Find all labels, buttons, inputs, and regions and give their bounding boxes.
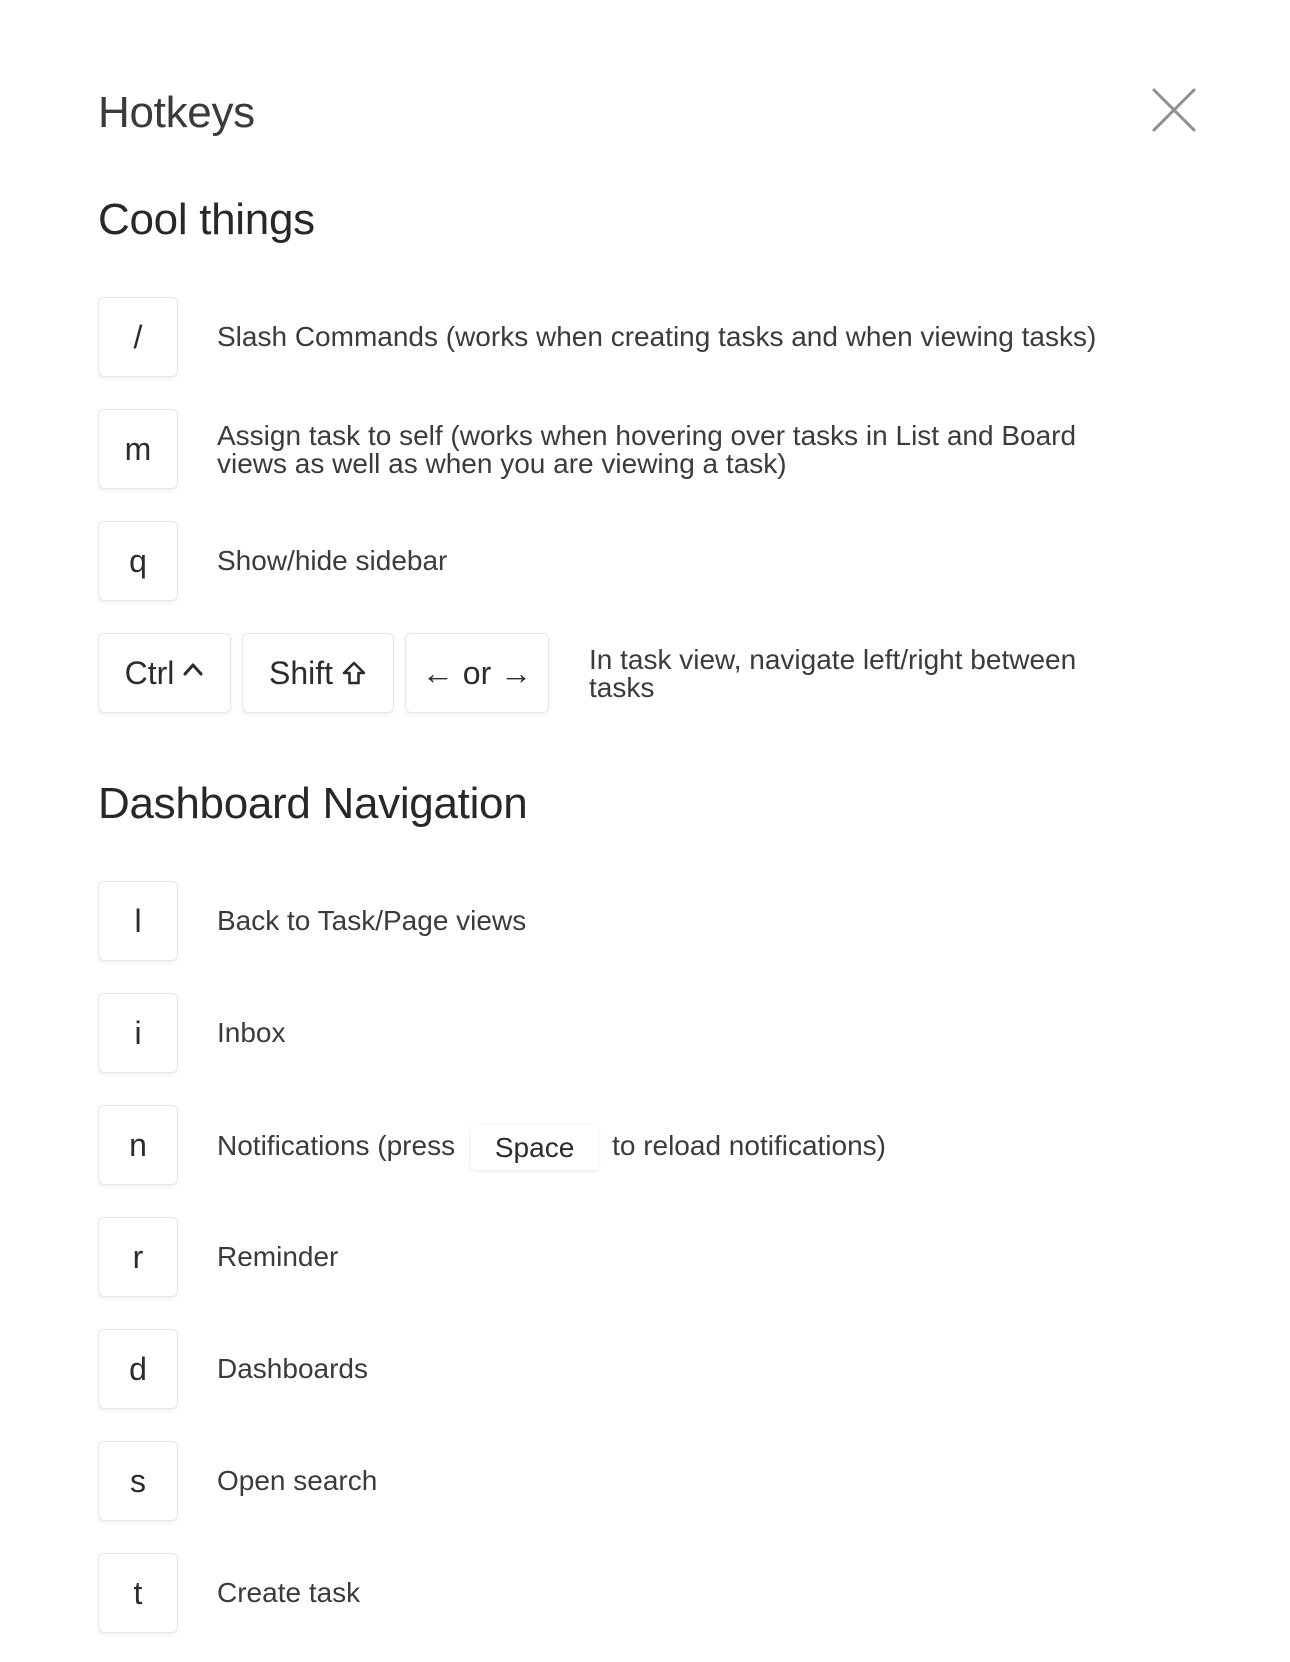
key-t: t xyxy=(98,1553,178,1633)
modal-title: Hotkeys xyxy=(98,88,255,137)
close-icon xyxy=(1152,88,1196,132)
hotkey-description-line2: views as well as when you are viewing a task) xyxy=(217,448,787,479)
description-before: Notifications (press xyxy=(217,1130,456,1161)
caret-up-icon xyxy=(182,661,204,677)
key-r: r xyxy=(98,1217,178,1297)
close-button[interactable] xyxy=(1150,86,1198,134)
inline-key-space: Space xyxy=(471,1126,598,1170)
hotkey-description: Reminder xyxy=(217,1241,339,1272)
hotkey-description: Show/hide sidebar xyxy=(217,545,448,576)
hotkey-description: Back to Task/Page views xyxy=(217,905,527,936)
section-title-cool-things: Cool things xyxy=(98,195,315,244)
hotkey-description: Inbox xyxy=(217,1017,286,1048)
hotkey-description xyxy=(217,1124,886,1170)
hotkey-description: Dashboards xyxy=(217,1353,368,1384)
key-arrows: ← or → xyxy=(405,633,549,713)
key-s: s xyxy=(98,1441,178,1521)
key-l: l xyxy=(98,881,178,961)
key-n: n xyxy=(98,1105,178,1185)
section-title-dashboard-navigation: Dashboard Navigation xyxy=(98,779,528,828)
key-ctrl xyxy=(98,633,231,713)
key-slash: / xyxy=(98,297,178,377)
shift-arrow-icon xyxy=(341,660,367,686)
description-after: to reload notifications) xyxy=(612,1130,886,1161)
key-i: i xyxy=(98,993,178,1073)
hotkey-description-line1: Assign task to self (works when hovering over tasks in List and Board xyxy=(217,420,1077,451)
key-m: m xyxy=(98,409,178,489)
hotkey-description: Slash Commands (works when creating tasks and when viewing tasks) xyxy=(217,321,1097,352)
hotkey-description: Create task xyxy=(217,1577,361,1608)
key-q: q xyxy=(98,521,178,601)
hotkey-description-line1: In task view, navigate left/right between xyxy=(589,644,1077,675)
hotkey-description: Open search xyxy=(217,1465,378,1496)
key-d: d xyxy=(98,1329,178,1409)
key-shift-label: Shift xyxy=(268,654,334,691)
key-ctrl-label: Ctrl xyxy=(124,654,175,691)
hotkey-description-line2: tasks xyxy=(589,672,655,703)
key-shift xyxy=(242,633,394,713)
